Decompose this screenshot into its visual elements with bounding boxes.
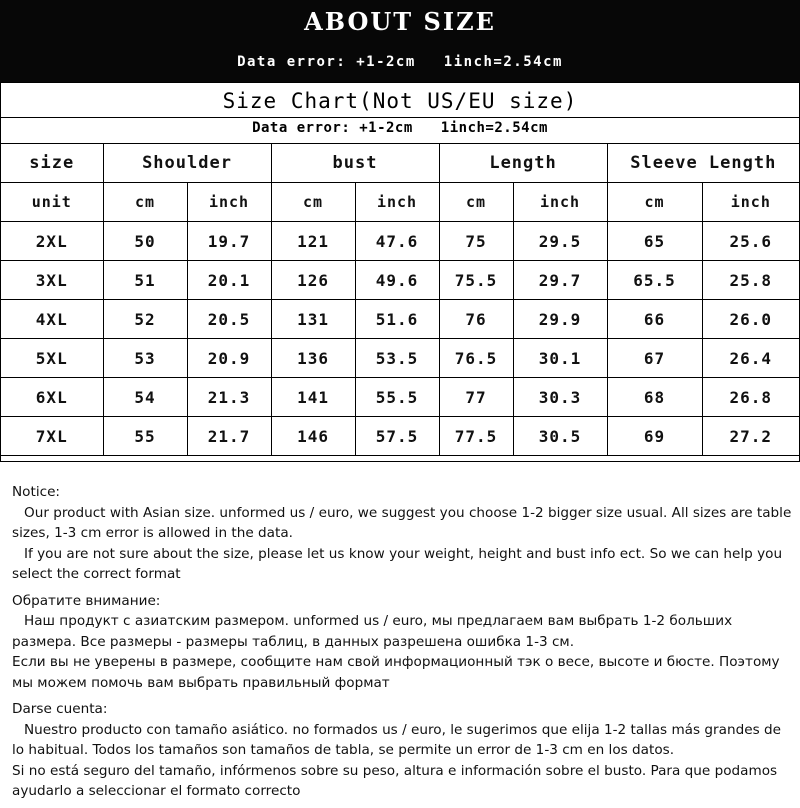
table-row [1, 378, 799, 417]
table-cell: 141 [271, 378, 355, 417]
table-cell: 25.6 [702, 222, 799, 261]
header-size: size [1, 144, 103, 183]
table-cell: 29.7 [513, 261, 607, 300]
table-cell: 5XL [1, 339, 103, 378]
table-cell: 146 [271, 417, 355, 456]
chart-subtitle [1, 118, 799, 140]
table-row [1, 261, 799, 300]
table-header-row [1, 144, 799, 183]
table-cell: 75 [439, 222, 513, 261]
table-cell: 19.7 [187, 222, 271, 261]
chart-title: Size Chart(Not US/EU size) [1, 83, 799, 118]
notice-paragraph: Our product with Asian size. unformed us / euro, we suggest you choose 1-2 bigger size usual. All sizes are table sizes, 1-3 cm error is allowed in the data. [12, 504, 792, 541]
unit-cell: inch [355, 183, 439, 222]
notice-paragraph: Наш продукт с азиатским размером. unformed us / euro, мы предлагаем вам выбрать 1-2 больших размера. Все размеры - размеры таблиц, в данных разрешена ошибка 1-3 см. [12, 613, 733, 650]
table-cell: 26.8 [702, 378, 799, 417]
header-shoulder: Shoulder [103, 144, 271, 183]
size-chart [0, 82, 800, 462]
table-cell: 55 [103, 417, 187, 456]
chart-inch-note: 1inch=2.54cm [440, 120, 548, 136]
table-cell: 76 [439, 300, 513, 339]
table-cell: 21.7 [187, 417, 271, 456]
notice-paragraph: Если вы не уверены в размере, сообщите нам свой информационный тэк о весе, высоте и бюсте. Поэтому мы можем помочь вам выбрать правильный формат [12, 654, 780, 691]
table-cell: 25.8 [702, 261, 799, 300]
banner-title: ABOUT SIZE [0, 0, 800, 42]
table-cell: 3XL [1, 261, 103, 300]
table-cell: 51.6 [355, 300, 439, 339]
table-cell: 51 [103, 261, 187, 300]
unit-cell: inch [513, 183, 607, 222]
table-cell: 50 [103, 222, 187, 261]
table-cell: 68 [607, 378, 702, 417]
table-cell: 54 [103, 378, 187, 417]
notice-heading: Notice: [12, 484, 61, 500]
table-cell: 136 [271, 339, 355, 378]
banner-inch-note: 1inch=2.54cm [443, 54, 563, 70]
table-cell: 6XL [1, 378, 103, 417]
unit-cell: cm [271, 183, 355, 222]
table-cell: 131 [271, 300, 355, 339]
banner-subtitle [0, 42, 800, 82]
table-cell: 75.5 [439, 261, 513, 300]
table-cell: 57.5 [355, 417, 439, 456]
table-cell: 76.5 [439, 339, 513, 378]
table-cell: 65.5 [607, 261, 702, 300]
table-cell: 66 [607, 300, 702, 339]
table-cell: 20.1 [187, 261, 271, 300]
unit-cell: cm [607, 183, 702, 222]
table-cell: 26.4 [702, 339, 799, 378]
table-cell: 27.2 [702, 417, 799, 456]
size-table [1, 143, 799, 456]
table-cell: 77.5 [439, 417, 513, 456]
header-length: Length [439, 144, 607, 183]
table-cell: 20.5 [187, 300, 271, 339]
table-cell: 126 [271, 261, 355, 300]
header-bust: bust [271, 144, 439, 183]
table-cell: 30.5 [513, 417, 607, 456]
table-cell: 20.9 [187, 339, 271, 378]
notice-heading: Darse cuenta: [12, 701, 108, 717]
notice-paragraph: If you are not sure about the size, please let us know your weight, height and bust info ect. So we can help you select the correct format [12, 545, 783, 582]
table-unit-row [1, 183, 799, 222]
banner-error-note: Data error: +1-2cm [237, 54, 416, 70]
table-cell: 47.6 [355, 222, 439, 261]
table-cell: 53.5 [355, 339, 439, 378]
table-cell: 77 [439, 378, 513, 417]
table-cell: 49.6 [355, 261, 439, 300]
table-cell: 30.1 [513, 339, 607, 378]
table-cell: 65 [607, 222, 702, 261]
table-row [1, 417, 799, 456]
header-sleeve-length: Sleeve Length [607, 144, 799, 183]
table-cell: 53 [103, 339, 187, 378]
table-cell: 55.5 [355, 378, 439, 417]
table-row [1, 300, 799, 339]
notice-english [12, 482, 792, 585]
table-row [1, 222, 799, 261]
table-cell: 4XL [1, 300, 103, 339]
unit-cell: inch [702, 183, 799, 222]
notice-section [12, 482, 792, 808]
table-row [1, 339, 799, 378]
table-cell: 30.3 [513, 378, 607, 417]
notice-paragraph: Si no está seguro del tamaño, infórmenos sobre su peso, altura e información sobre el busto. Para que podamos ayudarlo a seleccionar el formato correcto [12, 762, 778, 799]
table-cell: 7XL [1, 417, 103, 456]
table-cell: 67 [607, 339, 702, 378]
unit-cell: unit [1, 183, 103, 222]
notice-russian [12, 591, 792, 694]
unit-cell: cm [439, 183, 513, 222]
notice-heading: Обратите внимание: [12, 592, 161, 609]
table-cell: 29.9 [513, 300, 607, 339]
notice-paragraph: Nuestro producto con tamaño asiático. no formados us / euro, le sugerimos que elija 1-2 tallas más grandes de lo habitual. Todos los tamaños son tamaños de tabla, se permite un error de 1-3 cm en los datos. [12, 721, 781, 758]
table-cell: 29.5 [513, 222, 607, 261]
table-cell: 2XL [1, 222, 103, 261]
unit-cell: inch [187, 183, 271, 222]
chart-error-note: Data error: +1-2cm [252, 120, 413, 136]
table-cell: 69 [607, 417, 702, 456]
table-cell: 21.3 [187, 378, 271, 417]
table-cell: 52 [103, 300, 187, 339]
table-cell: 26.0 [702, 300, 799, 339]
table-cell: 121 [271, 222, 355, 261]
unit-cell: cm [103, 183, 187, 222]
notice-spanish [12, 699, 792, 802]
